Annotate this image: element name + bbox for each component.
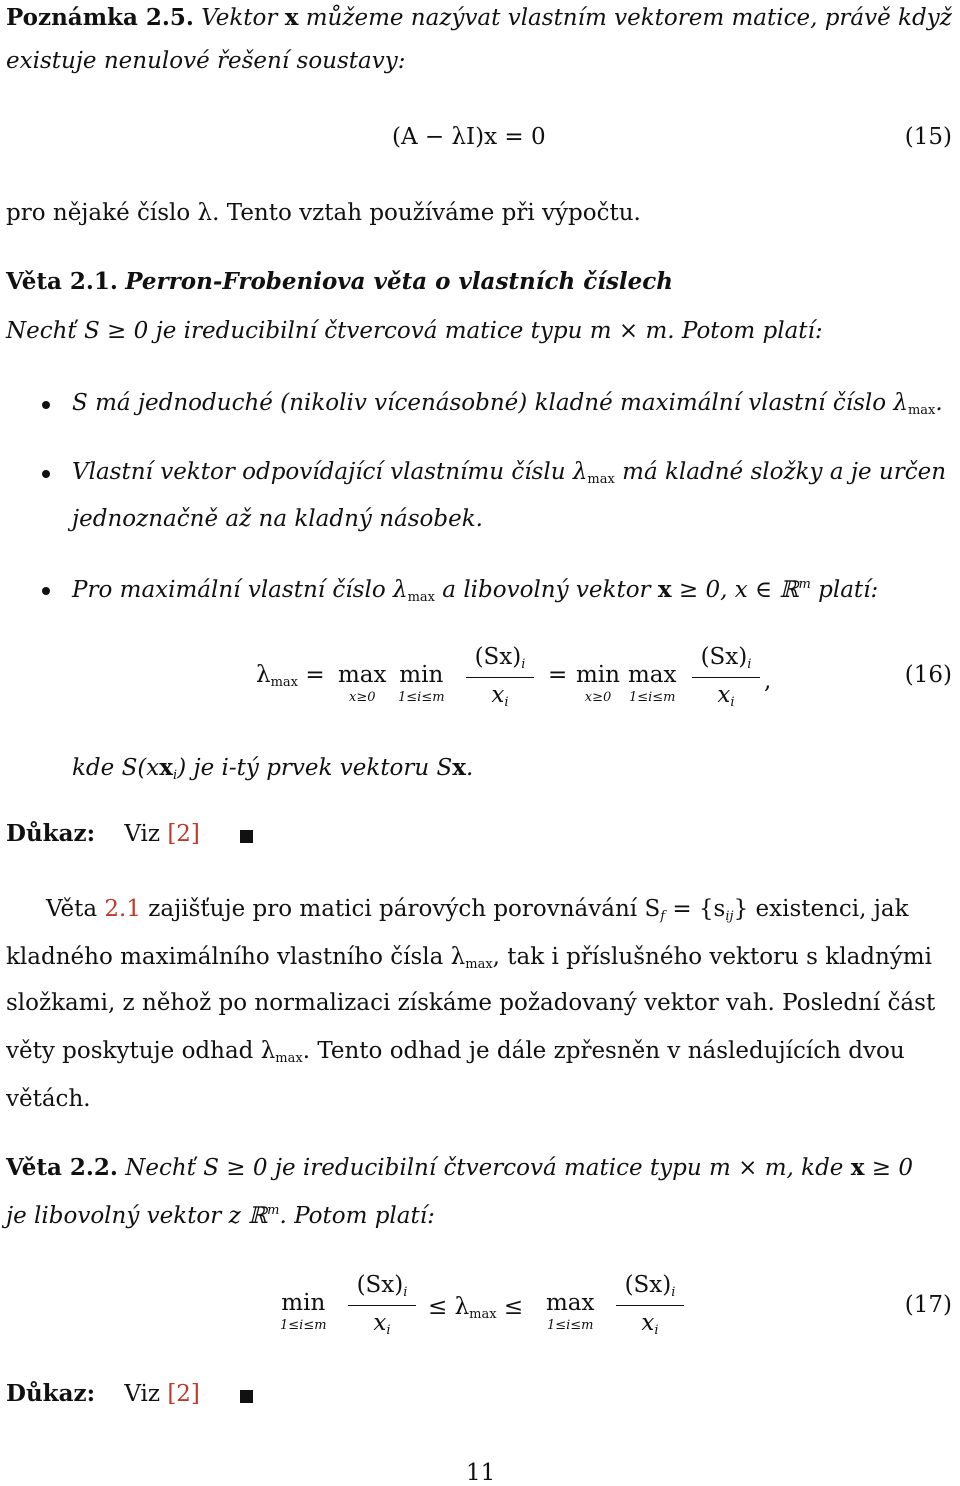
paragraph-theorem-link[interactable]: 2.1 (104, 896, 141, 922)
formula-16-max2-limit: 1≤i≤m (628, 690, 676, 705)
bullet-3 (72, 578, 878, 604)
proof-1-text: Viz (124, 821, 160, 847)
theorem-1-heading (6, 270, 673, 294)
theorem-2-label: Věta 2.2. (6, 1154, 118, 1181)
formula-17-denominator-1 (348, 1306, 416, 1337)
bullet-2-line-1 (72, 461, 946, 486)
note-text-1: Vektor (201, 5, 278, 31)
paragraph-line-2 (6, 946, 932, 971)
note-line-1 (6, 6, 952, 30)
formula-16-min2-limit: x≥0 (584, 690, 612, 705)
formula-17-den2-text: x (641, 1310, 655, 1336)
kde-vector-2: x (452, 754, 466, 781)
formula-16-min-limit: 1≤i≤m (398, 690, 445, 705)
bullet-2-text-b: má kladné složky a je určen (622, 459, 947, 485)
note-text-2: můžeme nazývat vlastním vektorem matice, právě když (305, 5, 952, 31)
formula-16-max-label: max (338, 662, 387, 688)
formula-16-denominator-2 (692, 678, 760, 709)
formula-16-min2-label: min (576, 662, 620, 688)
theorem-2-line-1 (6, 1156, 913, 1180)
proof-2 (6, 1382, 200, 1406)
formula-16-den2-text: x (717, 682, 731, 708)
formula-16-min-x (576, 664, 620, 704)
note-line-2: existuje nenulové řešení soustavy: (6, 48, 406, 74)
theorem-2-text-1: Nechť S ≥ 0 je ireducibilní čtvercová matice typu m × m, kde (125, 1155, 844, 1181)
para-1-d: } existenci, jak (733, 896, 909, 922)
para-4-a: věty poskytuje odhad λ (6, 1038, 276, 1064)
para-2-sub: max (465, 957, 493, 972)
formula-17-le-1: ≤ (428, 1294, 448, 1320)
formula-16-num2-sub: i (747, 657, 752, 672)
bullet-3-text-a: Pro maximální vlastní číslo λ (72, 577, 408, 603)
bullet-3-text-b: a libovolný vektor (442, 577, 651, 603)
formula-17-num-text: (Sx) (356, 1272, 404, 1298)
bullet-3-sub: max (407, 590, 435, 605)
para-4-b: . Tento odhad je dále zpřesněn v následujících dvou (302, 1038, 905, 1064)
proof-1 (6, 822, 200, 846)
formula-17-fraction-1 (348, 1274, 416, 1337)
formula-16-num2-text: (Sx) (700, 644, 748, 670)
para-2-a: kladného maximálního vlastního čísla λ (6, 944, 466, 970)
bullet-1-text: S má jednoduché (nikoliv vícenásobné) kladné maximální vlastní číslo λ (72, 390, 908, 416)
bullet-3-sup: m (798, 577, 811, 592)
formula-17-max-limit: 1≤i≤m (546, 1318, 594, 1333)
formula-16-numerator-1 (466, 646, 534, 678)
theorem-1-kde: kde S(xxi) je i-tý prvek vektoru Sx. (72, 754, 474, 783)
kde-text-b: ) je i-tý prvek vektoru S (177, 755, 453, 781)
note-label: Poznámka 2.5. (6, 4, 194, 31)
formula-16-max-i (628, 664, 677, 704)
formula-17-den2-sub: i (654, 1323, 659, 1338)
theorem-2-text-2: ≥ 0 (871, 1155, 913, 1181)
formula-17-numerator-2 (616, 1274, 684, 1306)
equation-16-number: (16) (904, 662, 952, 688)
paragraph-line-3: složkami, z něhož po normalizaci získáme požadovaný vektor vah. Poslední část (6, 990, 936, 1016)
theorem-2-line-2a: je libovolný vektor z ℝ (6, 1203, 268, 1229)
bullet-2-line-2: jednoznačně až na kladný násobek. (72, 506, 483, 532)
proof-2-qed (240, 1390, 253, 1403)
formula-17-numerator-1 (348, 1274, 416, 1306)
formula-16-fraction-1 (466, 646, 534, 709)
formula-16-min-i (398, 664, 445, 704)
para-1-sub: f (660, 909, 666, 924)
bullet-1-marker (42, 401, 50, 409)
formula-16-max-limit: x≥0 (349, 690, 376, 705)
kde-text-a: kde S(x (72, 755, 160, 781)
theorem-2-sup: m (267, 1203, 280, 1218)
paragraph-line-4 (6, 1040, 905, 1065)
formula-17-min-label: min (281, 1290, 326, 1316)
bullet-3-vector-x: x (657, 576, 672, 603)
bullet-1: S má jednoduché (nikoliv vícenásobné) kladné maximální vlastní číslo $\lambda_{max}$. (72, 390, 943, 418)
formula-17-min-i (280, 1292, 327, 1332)
formula-16-num-sub: i (521, 657, 526, 672)
para-4-sub: max (275, 1051, 303, 1066)
para-1-sub2: ij (725, 909, 734, 924)
theorem-2-vector-x: x (850, 1154, 865, 1181)
formula-17-le-2: ≤ (503, 1294, 524, 1320)
bullet-2-sub: max (587, 472, 615, 487)
note-vector-x: x (284, 4, 299, 31)
equation-15: (A − λI)x = 0 (392, 124, 546, 150)
formula-16-lambda-sub: max (270, 675, 298, 690)
formula-16-lhs (256, 664, 325, 689)
formula-17-min-limit: 1≤i≤m (280, 1318, 327, 1333)
para-1-a: Věta (46, 896, 98, 922)
formula-17-den-text: x (373, 1310, 387, 1336)
formula-17-num2-sub: i (671, 1285, 676, 1300)
formula-17-lambda-sub: max (469, 1307, 497, 1322)
bullet-3-marker (42, 587, 50, 595)
bullet-1-sub: max (907, 403, 936, 418)
equation-15-number: (15) (904, 124, 952, 150)
page-number: 11 (466, 1460, 496, 1486)
bullet-3-text-c: ≥ 0, x ∈ ℝ (678, 577, 799, 603)
equation-17-number: (17) (904, 1292, 952, 1318)
proof-2-text: Viz (124, 1381, 160, 1407)
formula-16-fraction-2 (692, 646, 760, 709)
proof-2-reference-link[interactable]: [2] (167, 1381, 200, 1407)
formula-17-max-i (546, 1292, 595, 1332)
formula-17-denominator-2 (616, 1306, 684, 1337)
para-2-b: , tak i příslušného vektoru s kladnými (492, 944, 932, 970)
proof-1-reference-link[interactable]: [2] (167, 821, 200, 847)
bullet-2-text-a: Vlastní vektor odpovídající vlastnímu číslu λ (72, 459, 588, 485)
formula-16-numerator-2 (692, 646, 760, 678)
para-1-c: = {s (672, 896, 726, 922)
theorem-1-hypothesis: Nechť S ≥ 0 je ireducibilní čtvercová matice typu m × m. Potom platí: (6, 318, 823, 344)
bullet-3-text-d: platí: (818, 577, 879, 603)
formula-17-fraction-2 (616, 1274, 684, 1337)
formula-17-lambda: λ (454, 1294, 470, 1320)
formula-16-den-text: x (491, 682, 505, 708)
bullet-2-marker (42, 470, 50, 478)
formula-16-den-sub: i (504, 695, 509, 710)
formula-17-max-label: max (546, 1290, 595, 1316)
formula-16-max2-label: max (628, 662, 677, 688)
formula-16-den2-sub: i (730, 695, 735, 710)
kde-sub: i (173, 768, 178, 783)
formula-16-lambda: λ (256, 662, 271, 688)
proof-1-label: Důkaz: (6, 820, 96, 847)
formula-16-num-text: (Sx) (474, 644, 522, 670)
formula-17-middle (428, 1296, 523, 1321)
theorem-1-title: Perron-Frobeniova věta o vlastních číslech (125, 268, 674, 295)
formula-16-comma: , (764, 668, 772, 694)
paragraph-line-1 (46, 898, 909, 923)
theorem-2-line-2 (6, 1204, 435, 1228)
proof-2-label: Důkaz: (6, 1380, 96, 1407)
formula-17-den-sub: i (386, 1323, 391, 1338)
formula-16-denominator-1 (466, 678, 534, 709)
theorem-1-label: Věta 2.1. (6, 268, 118, 295)
formula-16-max-x (338, 664, 387, 704)
formula-17-num2-text: (Sx) (624, 1272, 672, 1298)
para-1-b: zajišťuje pro matici párových porovnávání S (148, 896, 661, 922)
formula-16-equals: = (305, 662, 325, 688)
formula-16-equals-2: = (548, 662, 568, 688)
paragraph-line-5: větách. (6, 1086, 91, 1112)
theorem-2-line-2b: . Potom platí: (279, 1203, 435, 1229)
note-after-text: pro nějaké číslo λ. Tento vztah používáme při výpočtu. (6, 200, 641, 226)
formula-16-min-label: min (399, 662, 444, 688)
proof-1-qed (240, 830, 253, 843)
kde-vector: x (159, 754, 174, 781)
formula-17-num-sub: i (403, 1285, 408, 1300)
